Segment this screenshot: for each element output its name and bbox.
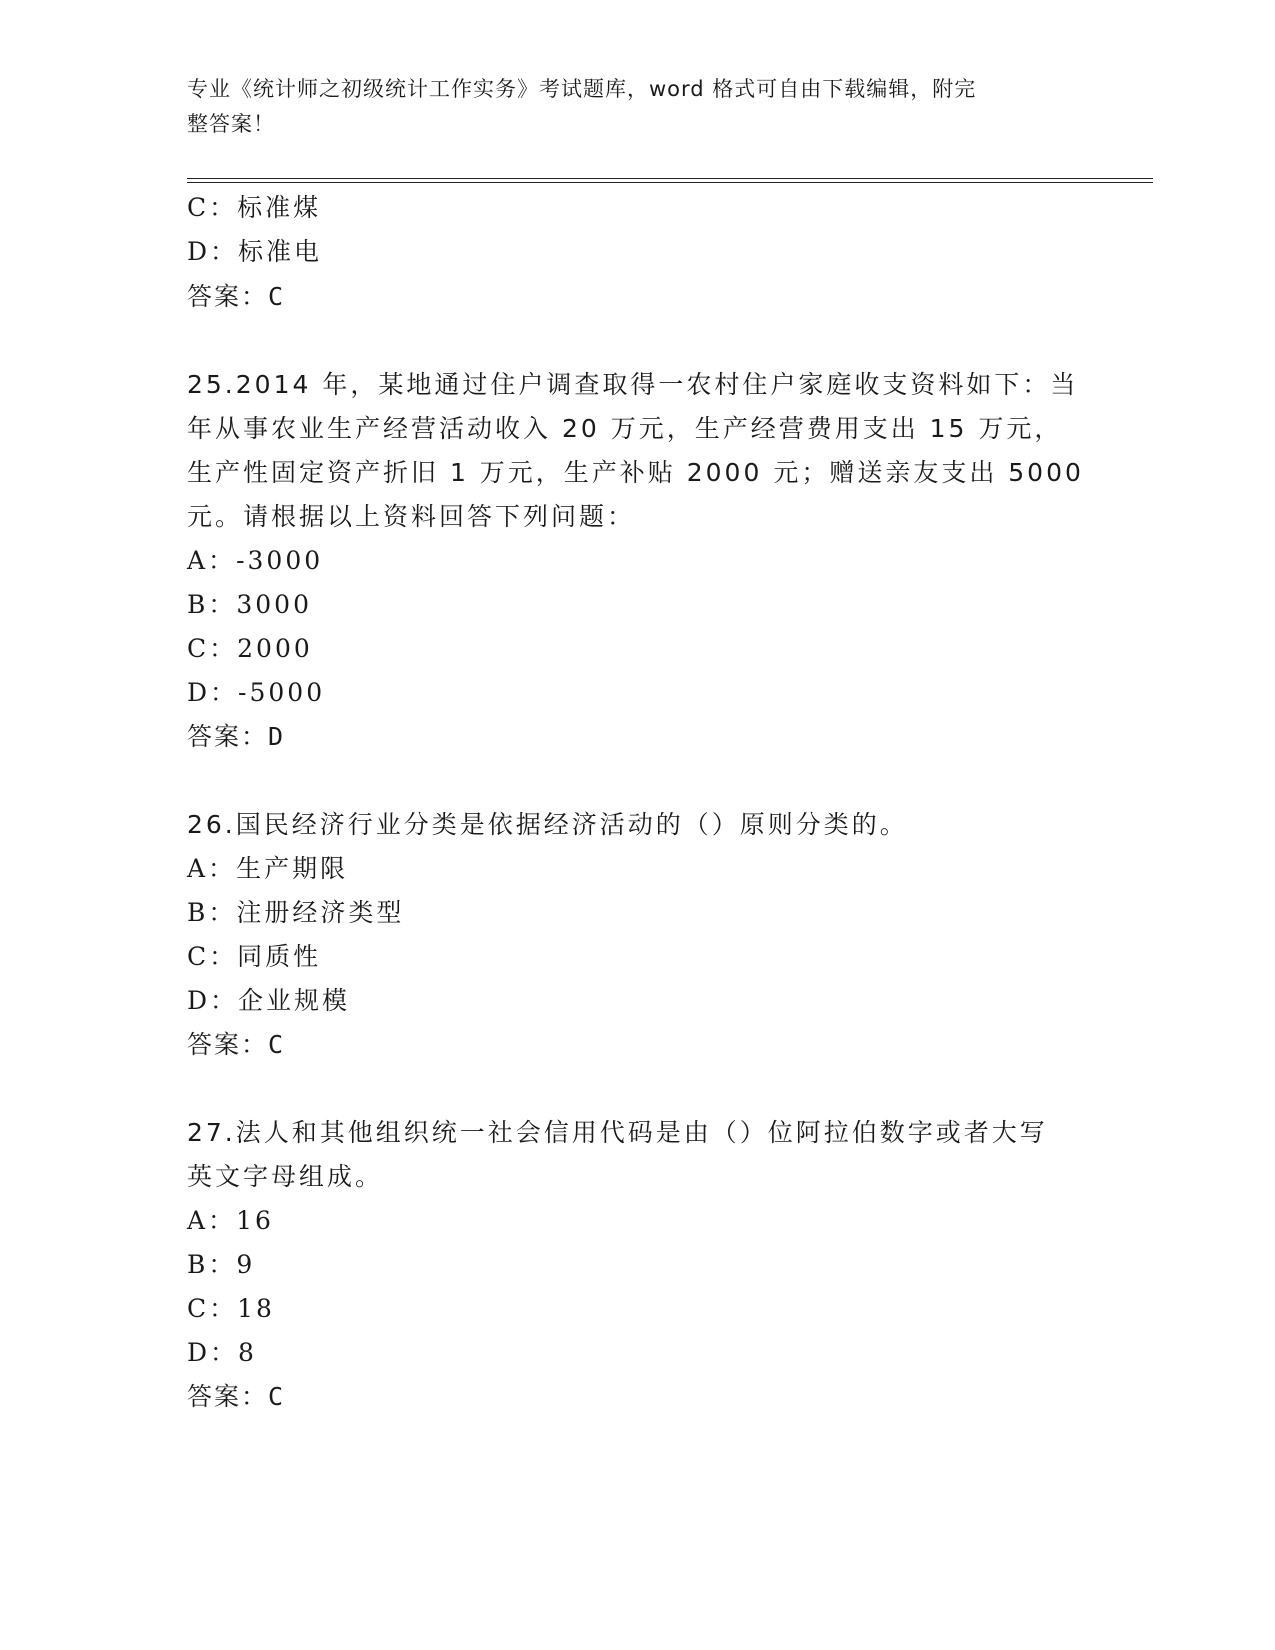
option-letter: D： (187, 986, 239, 1015)
answer-label: 答案： (187, 282, 269, 311)
q24-answer (187, 282, 285, 312)
header-line-1: 专业《统计师之初级统计工作实务》考试题库，word 格式可自由下载编辑，附完 (187, 77, 977, 101)
q27-answer (187, 1382, 285, 1412)
option-letter: A： (187, 546, 237, 575)
q25-answer (187, 722, 285, 752)
q24-option-d (187, 237, 322, 267)
answer-label: 答案： (187, 722, 269, 751)
option-letter: B： (187, 1250, 237, 1279)
q25-stem-line-3: 生产性固定资产折旧 1 万元，生产补贴 2000 元；赠送亲友支出 5000 (187, 458, 1084, 487)
answer-value: C (268, 1030, 286, 1059)
option-letter: C： (187, 193, 238, 222)
header-divider-bottom (187, 182, 1153, 183)
option-text: 3000 (236, 590, 312, 619)
q27-option-d (187, 1338, 257, 1368)
header-divider-top (187, 178, 1153, 179)
option-letter: A： (187, 1206, 237, 1235)
option-text: 8 (238, 1338, 257, 1367)
option-letter: B： (187, 590, 237, 619)
q25-stem-line-1: 25.2014 年，某地通过住户调查取得一农村住户家庭收支资料如下：当 (187, 370, 1079, 399)
q27-option-c (187, 1294, 275, 1324)
option-text: 生产期限 (236, 854, 349, 883)
q27-stem-line-2: 英文字母组成。 (187, 1162, 384, 1191)
option-text: 标准煤 (237, 193, 322, 222)
answer-label: 答案： (187, 1030, 269, 1059)
option-text: 2000 (237, 634, 313, 663)
option-text: 16 (236, 1206, 274, 1235)
option-text: 9 (236, 1250, 256, 1279)
q25-option-a (187, 546, 323, 576)
option-letter: B： (187, 898, 237, 927)
q25-stem-line-4: 元。请根据以上资料回答下列问题： (187, 502, 636, 531)
option-text: 标准电 (238, 237, 323, 266)
header-line-2: 整答案！ (187, 112, 275, 136)
q26-answer (187, 1030, 285, 1060)
option-letter: D： (187, 1338, 239, 1367)
document-header (187, 72, 1067, 142)
option-letter: D： (187, 237, 239, 266)
option-text: 企业规模 (238, 986, 351, 1015)
option-letter: C： (187, 942, 238, 971)
option-letter: C： (187, 1294, 238, 1323)
option-text: 注册经济类型 (236, 898, 405, 927)
q25-option-b (187, 590, 312, 620)
q26-option-d (187, 986, 350, 1016)
q26-option-c (187, 942, 321, 972)
option-letter: C： (187, 634, 238, 663)
q27-stem-line-1: 27.法人和其他组织统一社会信用代码是由（）位阿拉伯数字或者大写 (187, 1118, 1048, 1147)
q26-option-b (187, 898, 404, 928)
q26-option-a (187, 854, 348, 884)
answer-value: C (268, 1382, 286, 1411)
option-text: 同质性 (237, 942, 322, 971)
q24-option-c (187, 193, 321, 223)
answer-value: C (268, 282, 286, 311)
q25-option-d (187, 678, 325, 708)
option-letter: A： (187, 854, 237, 883)
option-text: -5000 (238, 678, 326, 707)
option-letter: D： (187, 678, 239, 707)
option-text: 18 (237, 1294, 275, 1323)
answer-label: 答案： (187, 1382, 269, 1411)
q27-option-a (187, 1206, 274, 1236)
answer-value: D (268, 722, 286, 751)
q26-stem-line-1: 26.国民经济行业分类是依据经济活动的（）原则分类的。 (187, 810, 908, 839)
option-text: -3000 (236, 546, 324, 575)
q27-option-b (187, 1250, 255, 1280)
q25-option-c (187, 634, 313, 664)
q25-stem-line-2: 年从事农业生产经营活动收入 20 万元，生产经营费用支出 15 万元， (187, 414, 1063, 443)
